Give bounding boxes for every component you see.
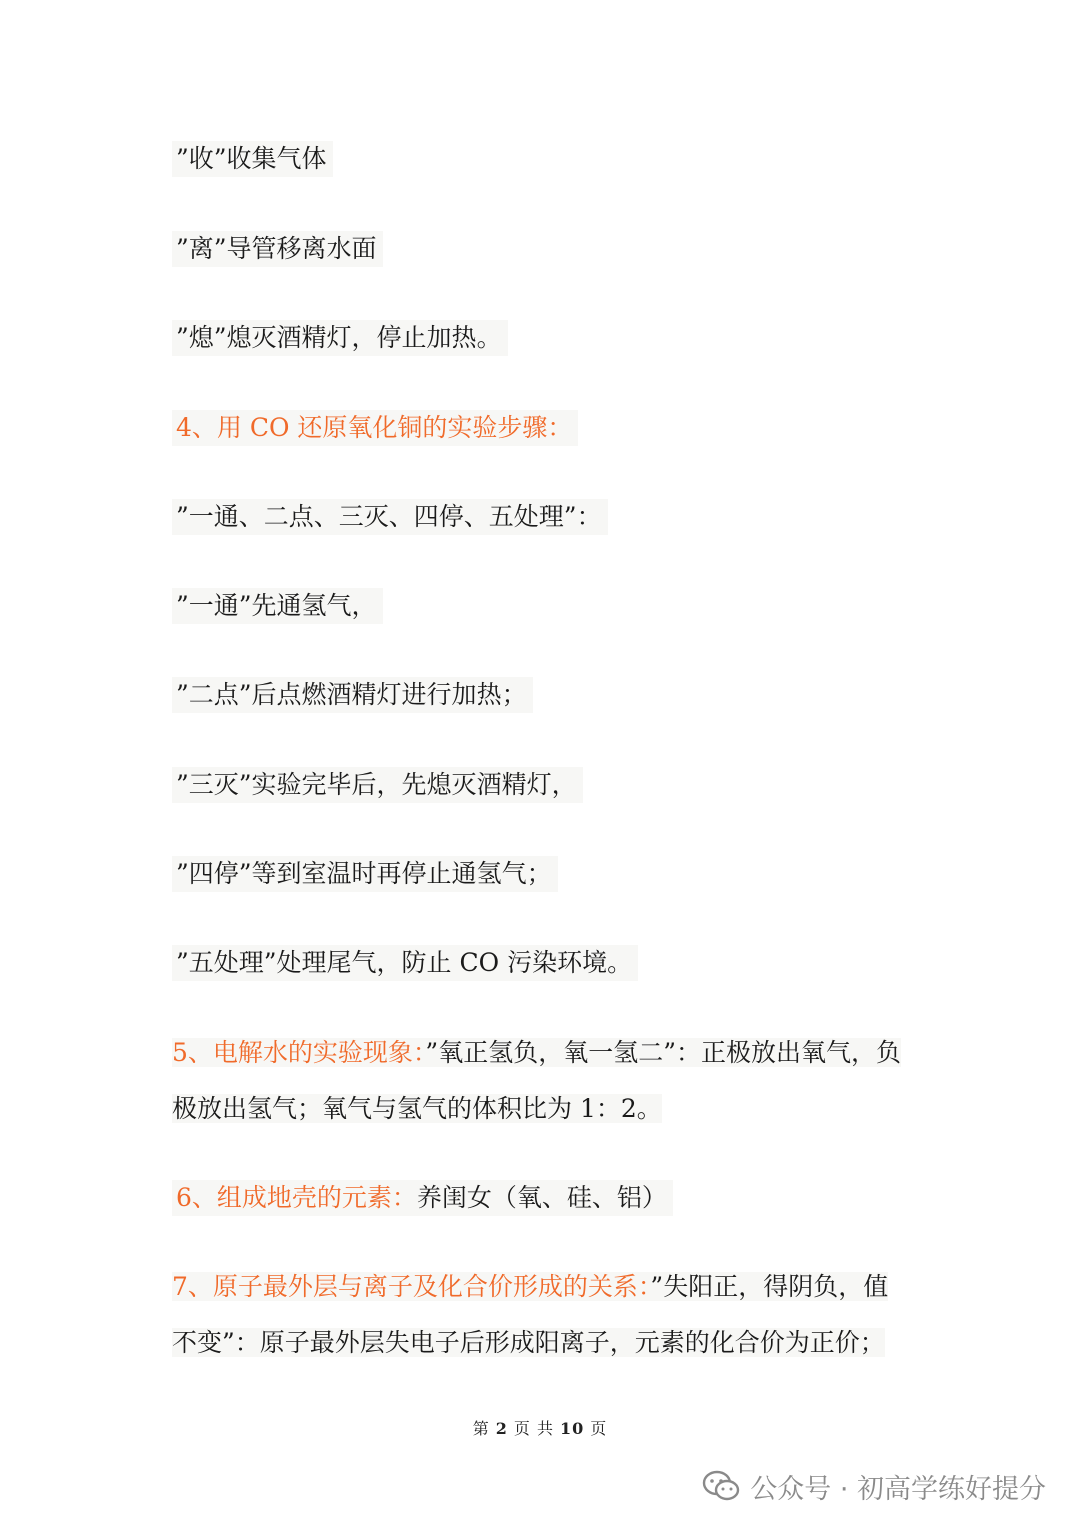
watermark-text: 公众号 · 初高学练好提分 (750, 1473, 1046, 1505)
text-line-step3: ”三灭”实验完毕后，先熄灭酒精灯， (172, 767, 583, 803)
footer-suffix: 页 (590, 1419, 608, 1438)
paragraph-item-6 (172, 1180, 673, 1216)
heading-item-4: 4、用 CO 还原氧化铜的实验步骤： (172, 410, 578, 446)
heading-item-6: 6、组成地壳的元素： (176, 1183, 417, 1212)
text-line-mnemonic: ”一通、二点、三灭、四停、五处理”： (172, 499, 608, 535)
text-line-step1: ”一通”先通氢气， (172, 588, 383, 624)
text-line-extinguish: ”熄”熄灭酒精灯，停止加热。 (172, 320, 508, 356)
footer-mid: 页 共 (513, 1419, 554, 1438)
text-item-5: ”氧正氢负，氧一氢二”：正极放出氧气，负极放出氢气；氧气与氢气的体积比为 1：2。 (172, 1038, 901, 1123)
heading-item-7: 7、原子最外层与离子及化合价形成的关系： (172, 1272, 651, 1301)
text-line-step4: ”四停”等到室温时再停止通氢气； (172, 856, 558, 892)
watermark (702, 1466, 1046, 1506)
footer-prefix: 第 (472, 1419, 490, 1438)
text-item-6: 养闺女（氧、硅、铝） (416, 1183, 667, 1212)
footer-total-pages: 10 (559, 1419, 585, 1438)
text-line-collect: ”收”收集气体 (172, 141, 333, 177)
paragraph-item-5 (172, 1025, 902, 1137)
wechat-icon (702, 1470, 740, 1502)
heading-item-5: 5、电解水的实验现象： (172, 1038, 426, 1067)
text-line-step2: ”二点”后点燃酒精灯进行加热； (172, 677, 533, 713)
paragraph-item-7 (172, 1259, 902, 1371)
page-footer (0, 1416, 1080, 1439)
text-line-remove-tube: ”离”导管移离水面 (172, 231, 383, 267)
text-line-step5: ”五处理”处理尾气，防止 CO 污染环境。 (172, 945, 638, 981)
footer-current-page: 2 (495, 1419, 508, 1438)
text-item-7: ”失阳正，得阴负，值不变”：原子最外层失电子后形成阳离子，元素的化合价为正价； (172, 1272, 889, 1357)
